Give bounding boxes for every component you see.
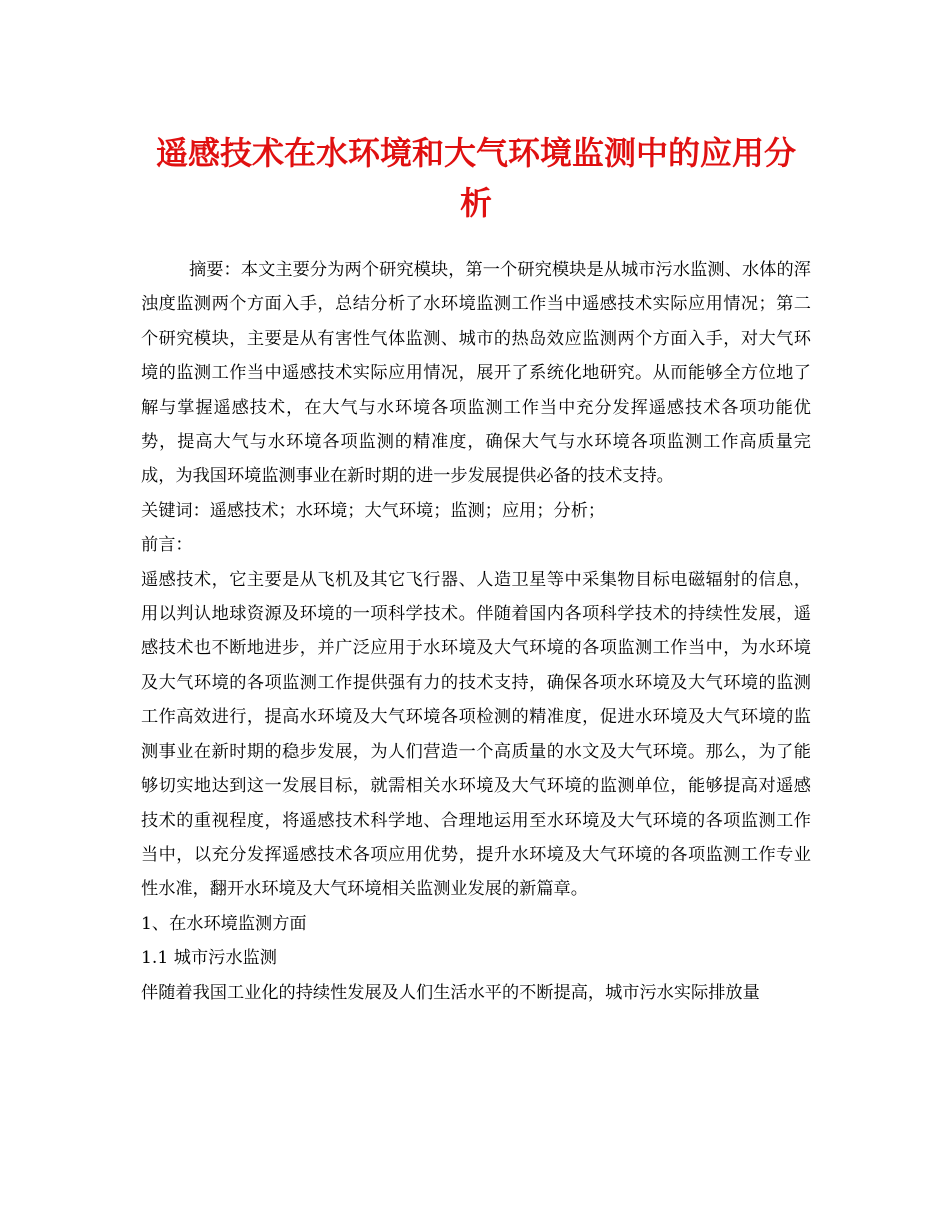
preface-paragraph: 遥感技术，它主要是从飞机及其它飞行器、人造卫星等中采集物目标电磁辐射的信息，用以判认地球资源及环境的一项科学技术。伴随着国内各项科学技术的持续性发展，遥感技术也不断地进步，并广泛应用于水环境及大气环境的各项监测工作当中，为水环境及大气环境的各项监测工作提供强有力的技术支持，确保各项水环境及大气环境的监测工作高效进行，提高水环境及大气环境各项检测的精准度，促进水环境及大气环境的监测事业在新时期的稳步发展，为人们营造一个高质量的水文及大气环境。那么，为了能够切实地达到这一发展目标，就需相关水环境及大气环境的监测单位，能够提高对遥感技术的重视程度，将遥感技术科学地、合理地运用至水环境及大气环境的各项监测工作当中，以充分发挥遥感技术各项应用优势，提升水环境及大气环境的各项监测工作专业性水准，翻开水环境及大气环境相关监测业发展的新篇章。 — [141, 569, 811, 900]
preface-heading: 前言： — [141, 535, 193, 556]
subsection-paragraph: 伴随着我国工业化的持续性发展及人们生活水平的不断提高，城市污水实际排放量 — [141, 982, 760, 1003]
subsection-heading: 1.1 城市污水监测 — [141, 948, 277, 969]
section-heading: 1、在水环境监测方面 — [141, 913, 307, 934]
document-title: 遥感技术在水环境和大气环境监测中的应用分析 — [155, 134, 796, 222]
keywords-line: 关键词：遥感技术；水环境；大气环境；监测；应用；分析； — [141, 500, 606, 521]
document-body — [141, 253, 811, 1010]
abstract-paragraph: 摘要：本文主要分为两个研究模块，第一个研究模块是从城市污水监测、水体的浑浊度监测两个方面入手，总结分析了水环境监测工作当中遥感技术实际应用情况；第二个研究模块，主要是从有害性气体监测、城市的热岛效应监测两个方面入手，对大气环境的监测工作当中遥感技术实际应用情况，展开了系统化地研究。从而能够全方位地了解与掌握遥感技术，在大气与水环境各项监测工作当中充分发挥遥感技术各项功能优势，提高大气与水环境各项监测的精准度，确保大气与水环境各项监测工作高质量完成，为我国环境监测事业在新时期的进一步发展提供必备的技术支持。 — [141, 260, 811, 487]
